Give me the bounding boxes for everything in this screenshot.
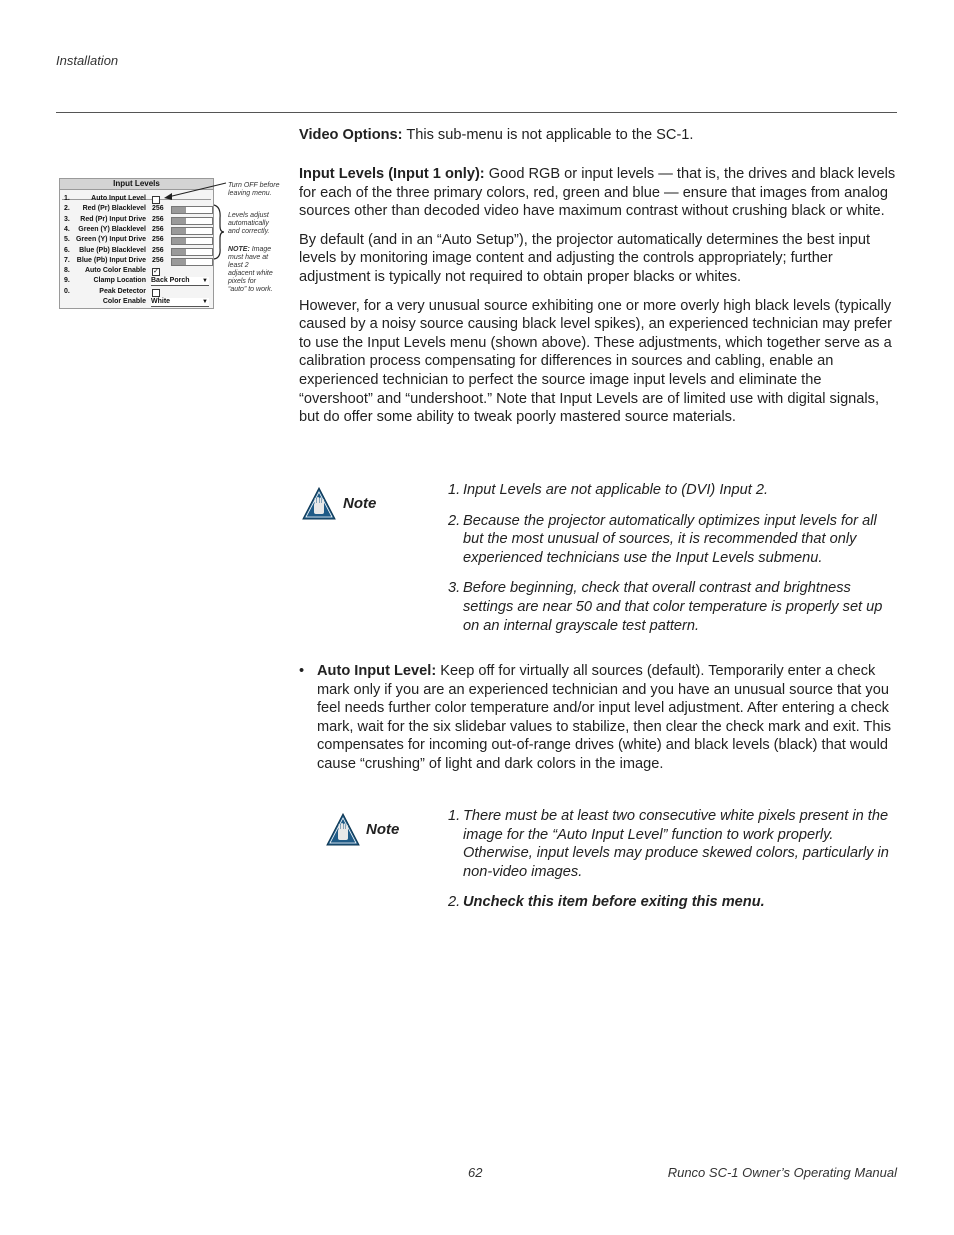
note-label: Note [343,495,377,512]
menu-row-value: 256 [152,205,164,213]
menu-row-label: Auto Color Enable [84,267,146,275]
note-item [448,893,898,912]
callout-turn-off: Turn OFF before leaving menu. [228,182,280,197]
menu-row-number: 5. [64,236,70,244]
slider-fill [172,207,186,213]
slider-fill [172,218,186,224]
note-item-number: 1. [448,482,461,498]
note-item-text: Uncheck this item before exiting this menu. [463,894,765,911]
bullet-symbol: • [299,663,305,679]
menu-row [60,235,213,245]
chevron-down-icon: ▼ [202,299,208,305]
menu-title: Input Levels [60,179,213,190]
menu-row-value: 256 [152,215,164,223]
slider-fill [172,259,186,265]
slider-bar [171,248,213,256]
bullet-auto-input-level [299,662,897,774]
note-item-text: Before beginning, check that overall contrast and brightness settings are near 50 and that color temperature is properly set up on an internal grayscale test pattern. [463,580,883,634]
menu-dropdown [151,298,209,307]
menu-row-number: 9. [64,277,70,285]
menu-row-label: Blue (Pb) Input Drive [76,256,146,264]
menu-row [60,297,213,307]
menu-row-label: Green (Y) Input Drive [75,236,146,244]
note-item [448,512,898,568]
note-item-text: Because the projector automatically optimizes input levels for all but the most unusual of sources, it is recommended that only experienced technicians use the Input Levels submenu. [463,512,877,566]
callout-levels-adjust: Levels adjust automatically and correctly. [228,212,270,235]
menu-row-label: Clamp Location [93,277,146,285]
menu-row [60,266,213,276]
menu-row-number: 7. [64,256,70,264]
input-levels-para3: However, for a very unusual source exhibiting one or more overly high black levels (typically caused by a noisy source causing black level spikes), an experienced technician may prefer to use the Input Levels menu (shown above). These adjustments, which together serve as a calibration process compensating for differences in sources and cabling, enable an experienced technician to perfect the source image input levels and eliminate the “overshoot” and “undershoot.” Note that Input Levels are of limited use with digital signals, but do offer some ability to tweak poorly mastered source materials. [299,297,892,426]
note-item [448,579,898,635]
callout-note [228,246,276,294]
menu-row-label: Peak Detector [99,287,146,295]
menu-row-label: Color Enable [102,298,146,305]
menu-row-label: Red (Pr) Input Drive [80,215,146,223]
bullet-label: Auto Input Level: [317,663,437,679]
menu-row [60,215,213,225]
video-options-paragraph [299,126,897,145]
callout-note-text: Image must have at least 2 adjacent white pixels for “auto” to work. [228,246,273,293]
menu-row-value: 256 [152,225,164,233]
note-item-number: 1. [448,808,461,824]
note-item [448,807,898,881]
chevron-down-icon: ▼ [202,278,208,285]
menu-checkbox [152,196,160,204]
slider-bar [171,258,213,266]
menu-row-number: 3. [64,215,70,223]
menu-row-number: 4. [64,225,70,233]
menu-row-value: 256 [152,246,164,254]
input-levels-section [299,165,897,427]
menu-row [60,246,213,256]
note-label: Note [366,821,400,838]
menu-checkbox: ✓ [153,268,159,276]
manual-title: Runco SC-1 Owner’s Operating Manual [667,1165,897,1180]
note-item-text: There must be at least two consecutive white pixels present in the image for the “Auto Input Level” function to work properly. Otherwise, input levels may produce skewed colors, particularly in non-video images. [463,808,889,880]
menu-row-number: 0. [64,287,70,295]
slider-fill [172,238,186,244]
menu-row-number: 6. [64,246,70,254]
menu-row-value: 256 [152,256,164,264]
note-item-number: 2. [448,512,461,529]
input-levels-para2: By default (and in an “Auto Setup”), the projector automatically determines the best input levels by monitoring image content and adjusting the controls appropriately; further adjustment is typically not required to obtain proper blacks or whites. [299,231,871,285]
note-list-input-levels [448,481,898,647]
menu-row [60,225,213,235]
note-item-text: Input Levels are not applicable to (DVI) Input 2. [463,482,769,498]
note-item-number: 2. [448,894,461,911]
menu-row-value: 256 [152,236,164,244]
slider-bar [171,217,213,225]
menu-row-label: Auto Input Level [91,195,146,202]
menu-row [60,256,213,266]
menu-checkbox [152,289,160,297]
page-number: 62 [468,1165,483,1180]
header-rule [56,112,897,113]
bullet-text: Keep off for virtually all sources (default). Temporarily enter a check mark only if you are an experienced technician and you have an unusual source that you feel needs further color temperature and/or input level adjustment. After entering a check mark, wait for the six slidebar values to stabilize, then clear the check mark and exit. This compensates for incoming out-of-range drives (white) and black levels (black) that would cause “crushing” of light and dark colors in the image. [317,663,892,772]
note-item [448,481,898,500]
slider-fill [172,228,186,234]
menu-dropdown-value: Back Porch [151,277,190,285]
slider-fill [172,249,186,255]
menu-row-label: Blue (Pb) Blacklevel [79,246,146,254]
callout-note-label: NOTE: [228,246,250,253]
menu-row-number: 8. [64,267,70,275]
video-options-label: Video Options: [299,127,403,143]
video-options-text: This sub-menu is not applicable to the SC-1. [406,127,694,143]
note-list-auto-input [448,807,898,924]
menu-dropdown [151,277,209,286]
input-levels-text: Good RGB or input levels — that is, the drives and black levels for each of the three primary colors, red, green and blue — ensure that images from analog sources other than decoded video have maximum contrast without crushing black or white. [299,166,896,220]
menu-row [60,287,213,297]
menu-row-number: 1. [64,195,70,202]
callout-brace [212,204,226,260]
section-header: Installation [56,53,119,68]
note-hand-icon [325,812,361,848]
slider-bar [171,227,213,235]
menu-dropdown-value: White [151,298,171,305]
note-item-number: 3. [448,580,461,597]
slider-bar [171,237,213,245]
menu-row [60,276,213,286]
menu-row-number: 2. [64,205,70,213]
note-hand-icon [301,486,337,522]
menu-row-label: Red (Pr) Blacklevel [82,205,146,213]
input-levels-label: Input Levels (Input 1 only): [299,166,485,182]
menu-row-label: Green (Y) Blacklevel [78,225,146,233]
